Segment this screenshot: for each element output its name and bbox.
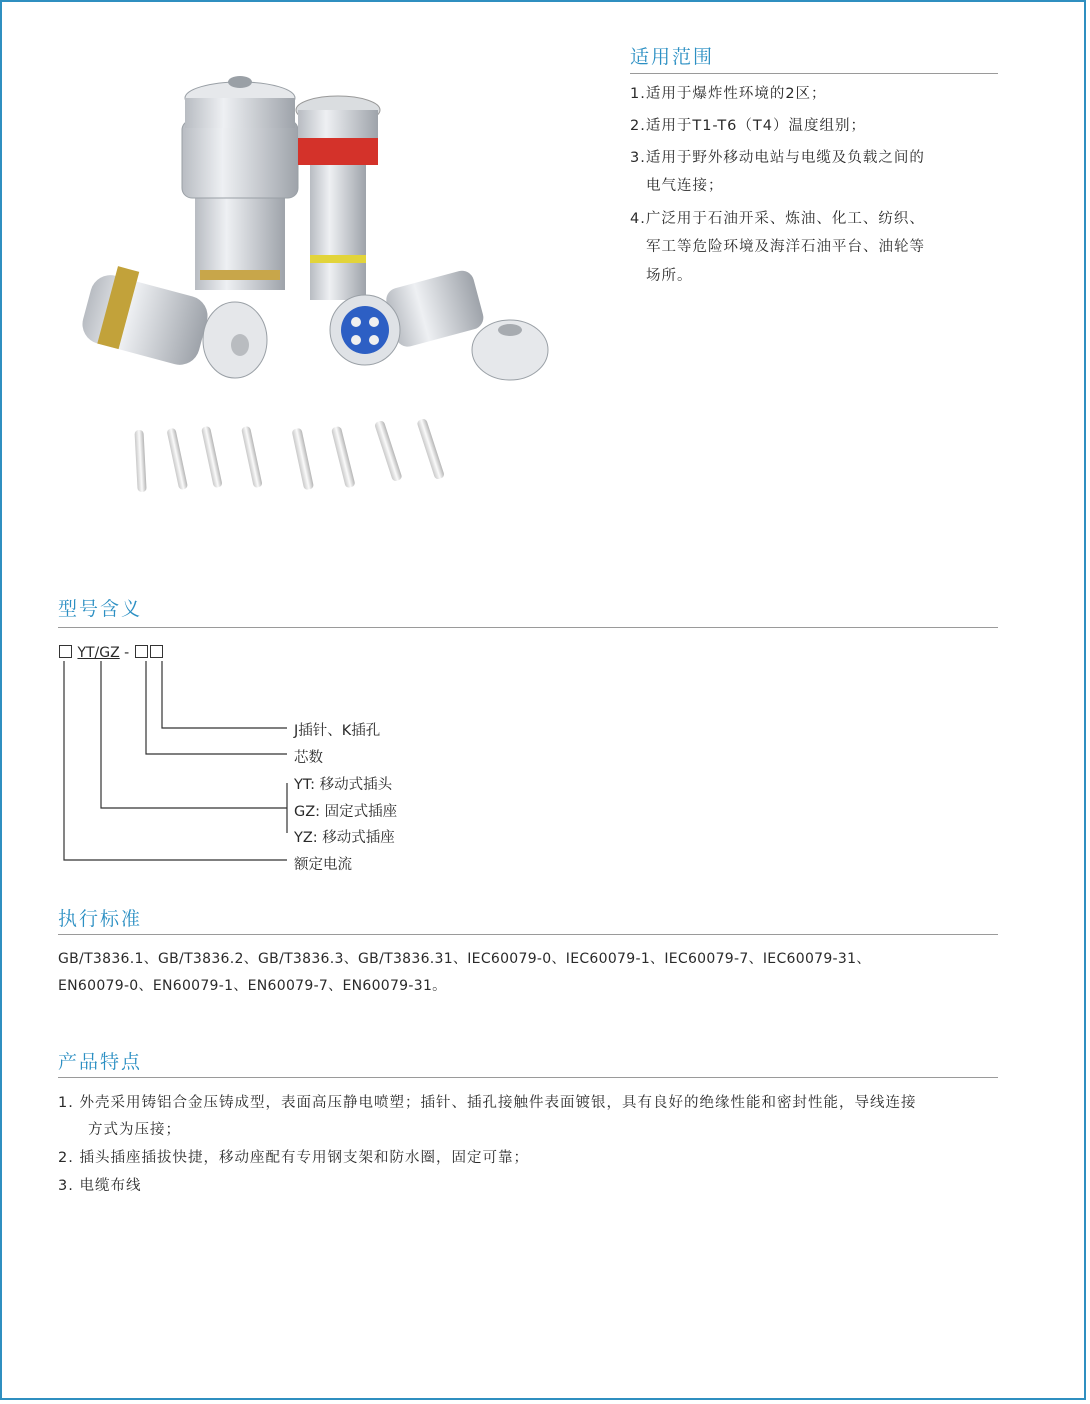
model-diagram-lines bbox=[55, 640, 475, 880]
label-rated: 额定电流 bbox=[294, 857, 352, 873]
scope-item-4-cont2: 场所。 bbox=[646, 268, 693, 284]
scope-title: 适用范围 bbox=[630, 46, 715, 68]
model-title: 型号含义 bbox=[58, 598, 143, 620]
upright-plug-body bbox=[182, 76, 298, 290]
label-yt: YT: 移动式插头 bbox=[294, 777, 393, 793]
scope-item-2: 2.适用于T1-T6（T4）温度组别； bbox=[630, 118, 866, 134]
standards-line-1: GB/T3836.1、GB/T3836.2、GB/T3836.3、GB/T3836.31、IEC60079-0、IEC60079-1、IEC60079-7、IEC60079-31、 bbox=[58, 951, 871, 967]
features-title: 产品特点 bbox=[58, 1051, 143, 1073]
feature-item-2: 2. 插头插座插拔快捷，移动座配有专用钢支架和防水圈，固定可靠； bbox=[58, 1150, 529, 1166]
scope-item-1: 1.适用于爆炸性环境的2区； bbox=[630, 86, 827, 102]
model-rule bbox=[58, 627, 998, 628]
label-pin-hole: J插针、K插孔 bbox=[294, 723, 381, 739]
scope-rule bbox=[630, 73, 998, 74]
standards-line-2: EN60079-0、EN60079-1、EN60079-7、EN60079-31。 bbox=[58, 978, 447, 994]
scope-item-3: 3.适用于野外移动电站与电缆及负载之间的 bbox=[630, 150, 925, 166]
label-yz: YZ: 移动式插座 bbox=[294, 830, 395, 846]
scope-item-3-cont: 电气连接； bbox=[646, 178, 724, 194]
feature-item-1-cont: 方式为压接； bbox=[88, 1122, 181, 1138]
label-cores: 芯数 bbox=[294, 750, 323, 766]
model-code-dash: - bbox=[124, 645, 130, 661]
label-gz: GZ: 固定式插座 bbox=[294, 804, 398, 820]
product-photo bbox=[60, 60, 570, 500]
standards-title: 执行标准 bbox=[58, 908, 143, 930]
contact-pins bbox=[134, 418, 445, 492]
feature-item-3: 3. 电缆布线 bbox=[58, 1178, 142, 1194]
feature-item-1: 1. 外壳采用铸铝合金压铸成型，表面高压静电喷塑；插针、插孔接触件表面镀银，具有良好的绝缘性能和密封性能，导线连接 bbox=[58, 1095, 917, 1111]
features-rule bbox=[58, 1077, 998, 1078]
model-code-type: YT/GZ bbox=[77, 645, 120, 661]
red-band-plug bbox=[296, 96, 380, 300]
scope-item-4-cont1: 军工等危险环境及海洋石油平台、油轮等 bbox=[646, 239, 925, 255]
standards-rule bbox=[58, 934, 998, 935]
scope-item-4: 4.广泛用于石油开采、炼油、化工、纺织、 bbox=[630, 211, 925, 227]
